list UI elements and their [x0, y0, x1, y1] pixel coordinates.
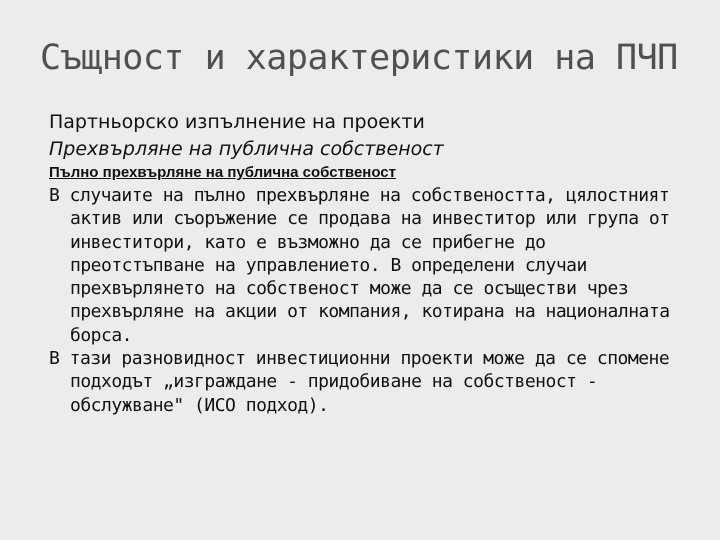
paragraph-1: В случаите на пълно прехвърляне на собствеността, цялостният актив или съоръжение се продава на инвеститор или група от инвеститори, като е възможно да се прибегне до преотстъпване на управлението. В определени случаи прехвърлянето на собственост може да се осъществи чрез прехвърляне на акции от компания, котирана на националната борса.	[49, 185, 670, 346]
section-label: Пълно прехвърляне на публична собственост	[49, 164, 396, 181]
heading: Партньорско изпълнение на проекти	[49, 111, 425, 133]
subheading: Прехвърляне на публична собственост	[49, 138, 444, 160]
slide-content	[49, 108, 689, 417]
slide-title: Същност и характеристики на ПЧП	[40, 38, 678, 78]
paragraph-2: В тази разновидност инвестиционни проекти може да се спомене подходът „изграждане - придобиване на собственост - обслужване" (ИСО подход).	[49, 348, 670, 416]
